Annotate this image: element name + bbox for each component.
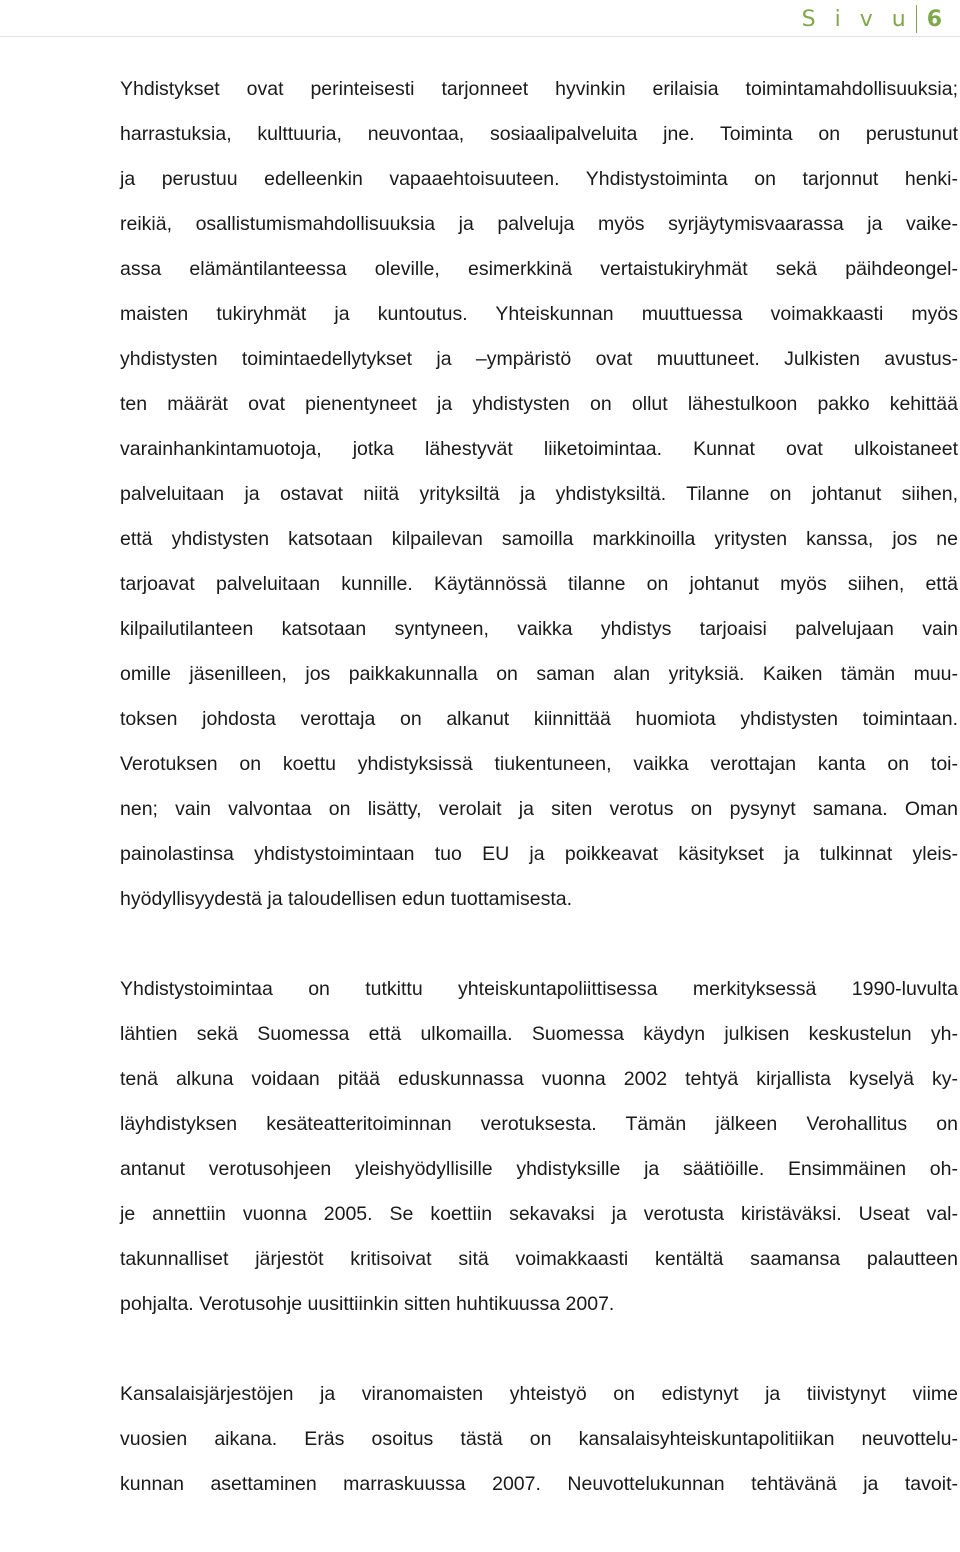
text-line: omille jäsenilleen, jos paikkakunnalla on saman alan yrityksiä. Kaiken tämän muu-: [120, 663, 958, 685]
text-line: assa elämäntilanteessa oleville, esimerkkinä vertaistukiryhmät sekä päihdeongel-: [120, 258, 958, 280]
text-line: pohjalta. Verotusohje uusittiinkin sitten huhtikuussa 2007.: [120, 1293, 615, 1315]
text-line: nen; vain valvontaa on lisätty, verolait ja siten verotus on pysynyt samana. Oman: [120, 798, 958, 820]
text-line: ja perustuu edelleenkin vapaaehtoisuuteen. Yhdistystoiminta on tarjonnut henki-: [120, 168, 958, 190]
text-line: takunnalliset järjestöt kritisoivat sitä voimakkaasti kentältä saamansa palautteen: [120, 1248, 958, 1270]
document-body: [120, 67, 958, 1552]
text-line: yhdistysten toimintaedellytykset ja –ympäristö ovat muuttuneet. Julkisten avustus-: [120, 348, 958, 370]
paragraph-1: [120, 67, 958, 922]
text-line: Yhdistystoimintaa on tutkittu yhteiskuntapoliittisessa merkityksessä 1990-luvulta: [120, 978, 958, 1000]
text-line: varainhankintamuotoja, jotka lähestyvät liiketoimintaa. Kunnat ovat ulkoistaneet: [120, 438, 958, 460]
text-line: Verotuksen on koettu yhdistyksissä tiukentuneen, vaikka verottajan kanta on toi-: [120, 753, 958, 775]
text-line: tenä alkuna voidaan pitää eduskunnassa vuonna 2002 tehtyä kirjallista kyselyä ky-: [120, 1068, 958, 1090]
text-line: hyödyllisyydestä ja taloudellisen edun tuottamisesta.: [120, 888, 573, 910]
text-line: tarjoavat palveluitaan kunnille. Käytännössä tilanne on johtanut myös siihen, että: [120, 573, 958, 595]
page-label: S i v u: [801, 6, 912, 32]
paragraph-2: [120, 967, 958, 1327]
text-line: palveluitaan ja ostavat niitä yrityksiltä ja yhdistyksiltä. Tilanne on johtanut siihen,: [120, 483, 958, 505]
text-line: maisten tukiryhmät ja kuntoutus. Yhteiskunnan muuttuessa voimakkaasti myös: [120, 303, 958, 325]
header-rule: [0, 36, 960, 37]
header-divider: [916, 5, 917, 33]
text-line: painolastinsa yhdistystoimintaan tuo EU ja poikkeavat käsitykset ja tulkinnat yleis-: [120, 843, 958, 865]
text-line: ten määrät ovat pienentyneet ja yhdistysten on ollut lähestulkoon pakko kehittää: [120, 393, 958, 415]
paragraph-3: [120, 1372, 958, 1507]
text-line: lähtien sekä Suomessa että ulkomailla. Suomessa käydyn julkisen keskustelun yh-: [120, 1023, 958, 1045]
text-line: läyhdistyksen kesäteatteritoiminnan verotuksesta. Tämän jälkeen Verohallitus on: [120, 1113, 958, 1135]
text-line: je annettiin vuonna 2005. Se koettiin sekavaksi ja verotusta kiristäväksi. Useat val-: [120, 1203, 958, 1225]
text-line: kunnan asettaminen marraskuussa 2007. Neuvottelukunnan tehtävänä ja tavoit-: [120, 1473, 958, 1495]
text-line: reikiä, osallistumismahdollisuuksia ja palveluja myös syrjäytymisvaarassa ja vaike-: [120, 213, 958, 235]
page-header: [802, 4, 942, 34]
text-line: Kansalaisjärjestöjen ja viranomaisten yhteistyö on edistynyt ja tiivistynyt viime: [120, 1383, 958, 1405]
text-line: antanut verotusohjeen yleishyödyllisille yhdistyksille ja säätiöille. Ensimmäinen oh-: [120, 1158, 958, 1180]
text-line: harrastuksia, kulttuuria, neuvontaa, sosiaalipalveluita jne. Toiminta on perustunut: [120, 123, 958, 145]
text-line: vuosien aikana. Eräs osoitus tästä on kansalaisyhteiskuntapolitiikan neuvottelu-: [120, 1428, 958, 1450]
text-line: Yhdistykset ovat perinteisesti tarjonneet hyvinkin erilaisia toimintamahdollisuuksia;: [120, 78, 958, 100]
text-line: toksen johdosta verottaja on alkanut kiinnittää huomiota yhdistysten toimintaan.: [120, 708, 958, 730]
text-line: kilpailutilanteen katsotaan syntyneen, vaikka yhdistys tarjoaisi palvelujaan vain: [120, 618, 958, 640]
page-number: 6: [926, 6, 942, 32]
text-line: että yhdistysten katsotaan kilpailevan samoilla markkinoilla yritysten kanssa, jos ne: [120, 528, 958, 550]
